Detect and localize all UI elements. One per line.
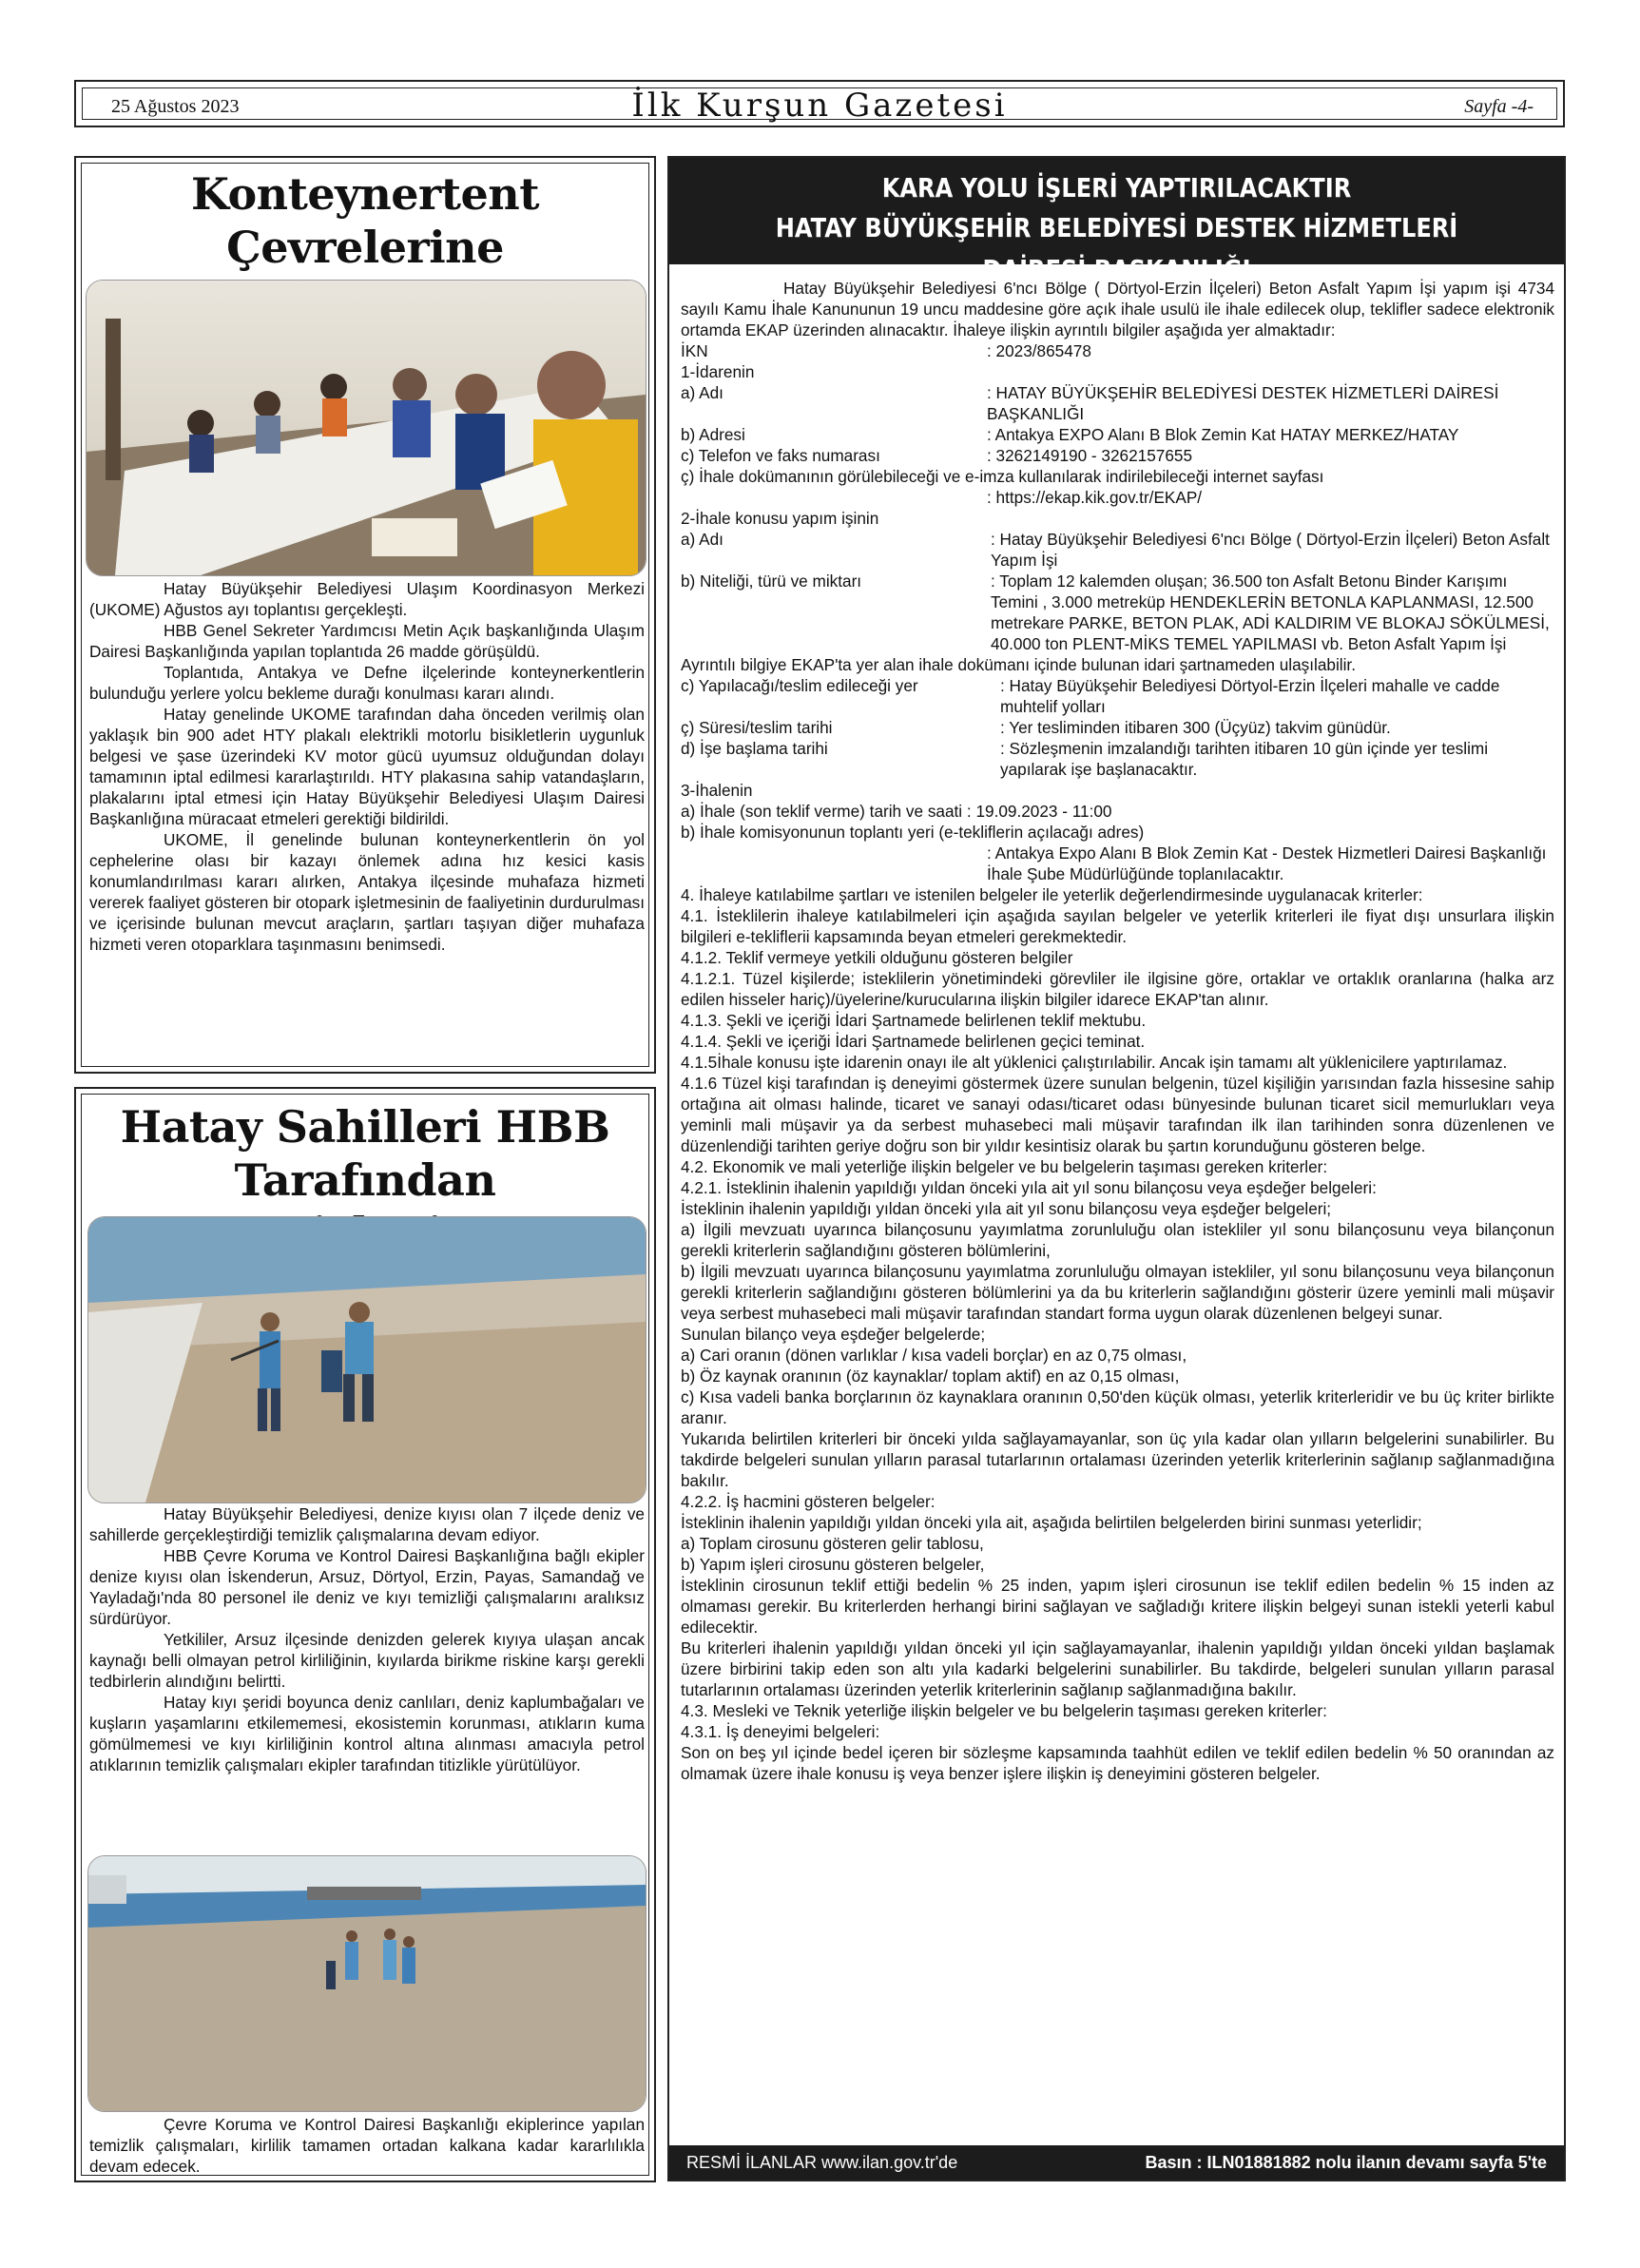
field-value: : 3262149190 - 3262157655: [987, 446, 1193, 465]
article-body: [89, 578, 645, 955]
field-label: İKN: [681, 341, 708, 360]
paragraph: HBB Genel Sekreter Yardımcısı Metin Açık başkanlığında Ulaşım Dairesi Başkanlığında yapılan toplantıda 26 madde görüşüldü.: [89, 621, 645, 661]
beach-cleaning-photo: [87, 1216, 646, 1503]
field-value: : Hatay Büyükşehir Belediyesi 6'ncı Bölge ( Dörtyol-Erzin İlçeleri) Beton Asfalt Yapım İşi: [991, 530, 1550, 570]
headline-line-1: Hatay Sahilleri HBB: [120, 1101, 610, 1153]
notice-requirements: [681, 884, 1554, 1784]
notice-footer: [669, 2145, 1564, 2180]
notice-title: KARA YOLU İŞLERİ YAPTIRILACAKTIR: [881, 172, 1352, 204]
field-value: : Antakya EXPO Alanı B Blok Zemin Kat HATAY MERKEZ/HATAY: [987, 425, 1459, 444]
field-value: : HATAY BÜYÜKŞEHİR BELEDİYESİ DESTEK HİZMETLERİ DAİRESİ BAŞKANLIĞI: [987, 383, 1499, 423]
notice-paragraph: 4.1.4. Şekli ve içeriği İdari Şartnamede belirlenen geçici teminat.: [681, 1032, 1146, 1051]
notice-body: [681, 278, 1554, 1784]
field-row: [681, 717, 1554, 738]
notice-paragraph: İsteklinin ihalenin yapıldığı yıldan önceki yıla ait, aşağıda belirtilen belgelerden birini sunması yeterlidir;: [681, 1513, 1422, 1532]
notice-paragraph: Bu kriterleri ihalenin yapıldığı yıldan önceki yıl için sağlayamayanlar, ihalenin yapıldığı yıldan önceki yıldan başlamak üzere birbirini takip eden son altı yıla kadarki belgelerini sunabilirler. Bu takdirde, belgeleri sunulan yılların parasal tutarlarının ortalaması üzerinden yeterlik kriterlerinin sağlanıp sağlanmadığına bakılır.: [681, 1638, 1554, 1699]
beach-workers-photo: [87, 1855, 646, 2112]
press-reference: Basın : ILN01881882 nolu ilanın devamı sayfa 5'te: [1145, 2153, 1547, 2172]
field-value: : Sözleşmenin imzalandığı tarihten itibaren 10 gün içinde yer teslimi yapılarak işe başlanacaktır.: [1000, 739, 1489, 779]
notice-paragraph: c) Kısa vadeli banka borçlarının öz kaynaklara oranının 0,50'den küçük olması, yeterlik kriterleridir ve bu üç kriter birlikte aranır.: [681, 1387, 1554, 1427]
paragraph: HBB Çevre Koruma ve Kontrol Dairesi Başkanlığına bağlı ekipler denize kıyısı olan İskenderun, Arsuz, Dörtyol, Erzin, Payas, Samandağ ve Yayladağı'nda 80 personel ile deniz ve kıyı temizliği çalışmalarını aralıksız sürdürüyor.: [89, 1546, 645, 1628]
field-row: [681, 424, 1554, 445]
field-label: a) Adı: [681, 383, 724, 402]
headline-line-2: Tarafından: [234, 1154, 496, 1206]
section-heading: 2-İhale konusu yapım işinin: [681, 509, 879, 528]
field-line: a) İhale (son teklif verme) tarih ve saati : 19.09.2023 - 11:00: [681, 802, 1112, 821]
notice-paragraph: b) İlgili mevzuatı uyarınca bilançosunu yayımlatma zorunluluğu olmayan istekliler, yıl sonu bilançosunu veya bilançonun gerekli kriterlerin sağlandığını gösteren bölümlerini ya da bu kriterlerin sağlandığını gösterir üzere yeminli mali müşavir veya serbest muhasebeci mali müşavir tarafından standart forma uygun olarak düzenlenen belgeyi sunar.: [681, 1262, 1554, 1323]
paragraph: Hatay Büyükşehir Belediyesi Ulaşım Koordinasyon Merkezi (UKOME) Ağustos ayı toplantısı gerçekleşti.: [89, 579, 645, 619]
field-row: [681, 571, 1554, 654]
headline-line-1: Konteynertent Çevrelerine: [191, 168, 539, 273]
notice-paragraph: 4.3. Mesleki ve Teknik yeterliğe ilişkin belgeler ve bu belgelerin taşıması gereken kriterler:: [681, 1701, 1327, 1720]
photo-caption: [89, 2114, 645, 2177]
notice-paragraph: İsteklinin ihalenin yapıldığı yıldan önceki yıla ait yıl sonu bilançosu veya eşdeğer belgeleri;: [681, 1199, 1332, 1218]
field-row: [681, 445, 1554, 466]
notice-paragraph: a) Cari oranın (dönen varlıklar / kısa vadeli borçlar) en az 0,75 olması,: [681, 1346, 1187, 1365]
notice-paragraph: 4.1.2.1. Tüzel kişilerde; isteklilerin yönetimindeki görevliler ile ilgisine göre, ortaklar ve ortaklık oranlarına (halka arz edilen hisseler hariç)/üyelerine/kurucularına ilişkin bilgiler idarece EKAP'tan alınır.: [681, 969, 1554, 1009]
notice-banner: [669, 158, 1564, 285]
paragraph: Toplantıda, Antakya ve Defne ilçelerinde konteynerkentlerin bulunduğu yerlere yolcu bekleme durağı konulması kararı alındı.: [89, 663, 645, 703]
field-label: a) Adı: [681, 530, 724, 549]
paragraph: Yetkililer, Arsuz ilçesinde denizden gelerek kıyıya ulaşan ancak kaynağı belli olmayan petrol kirliliğinin, kıyılarda birikme riskine karşı gerekli tedbirlerin alındığını belirtti.: [89, 1630, 645, 1691]
notice-paragraph: 4.2.1. İsteklinin ihalenin yapıldığı yıldan önceki yıla ait yıl sonu bilançosu veya eşdeğer belgeleri:: [681, 1178, 1377, 1197]
field-label: b) Adresi: [681, 425, 745, 444]
field-row: [681, 487, 1554, 508]
newspaper-title: İlk Kurşun Gazetesi: [631, 87, 1008, 125]
field-value: : 2023/865478: [987, 341, 1091, 360]
section-heading: 3-İhalenin: [681, 781, 753, 800]
notice-paragraph: 4.2. Ekonomik ve mali yeterliğe ilişkin belgeler ve bu belgelerin taşıması gereken kriterler:: [681, 1157, 1328, 1176]
notice-paragraph: Sunulan bilanço veya eşdeğer belgelerde;: [681, 1325, 986, 1344]
notice-authority: HATAY BÜYÜKŞEHİR BELEDİYESİ DESTEK HİZMETLERİ DAİRESİ BAŞKANLIĞI: [775, 212, 1458, 285]
notice-paragraph: a) Toplam cirosunu gösteren gelir tablosu,: [681, 1534, 984, 1553]
notice-paragraph: Yukarıda belirtilen kriterleri bir önceki yılda sağlayamayanlar, son üç yıla kadar olan yılların belgelerini sunabilirler. Bu takdirde belgeleri sunulan yılların parasal tutarlarının ortalaması üzerinden yeterlik kriterlerinin sağlanıp sağlanmadığına bakılır.: [681, 1429, 1554, 1490]
paragraph: Hatay kıyı şeridi boyunca deniz canlıları, deniz kaplumbağaları ve kuşların yaşamlarını etkilememesi, ekosistemin korunması, atıkların kuma gömülmemesi ve kıyı kirliliğinin kontrol altına alınması amacıyla petrol atıklarının temizlik çalışmaları ekipler tarafından titizlikle yürütülüyor.: [89, 1693, 645, 1774]
notice-intro: Hatay Büyükşehir Belediyesi 6'ncı Bölge ( Dörtyol-Erzin İlçeleri) Beton Asfalt Yapım İşi yapım işi 4734 sayılı Kamu İhale Kanununun 19 uncu maddesine göre açık ihale usulü ile ihale edilecek olup, teklifler sadece elektronik ortamda EKAP üzerinden alınacaktır. İhaleye ilişkin ayrıntılı bilgiler aşağıda yer almaktadır:: [681, 279, 1554, 339]
field-label: ç) Süresi/teslim tarihi: [681, 718, 833, 737]
field-row: [681, 675, 1554, 717]
meeting-photo: [86, 280, 646, 576]
article-bus-stop: [74, 156, 656, 1074]
field-value: : Hatay Büyükşehir Belediyesi Dörtyol-Erzin İlçeleri mahalle ve cadde muhtelif yolları: [1000, 676, 1500, 716]
field-row: [681, 529, 1554, 571]
official-ads-link[interactable]: RESMİ İLANLAR www.ilan.gov.tr'de: [686, 2153, 958, 2172]
issue-date: 25 Ağustos 2023: [111, 96, 240, 117]
paragraph: UKOME, İl genelinde bulunan konteynerkentlerin ön yol cephelerine olası bir kazayı önlemek adına hız kesici kasis konumlandırılması kararı alırken, Antakya ilçesinde muhafaza hizmeti vererek faaliyet gösteren bir otopark işletmesinin de faaliyetinin durdurulması ve içerisinde bulunan mevcut araçların, şartları taşıyan diğer muhafaza hizmeti veren otoparklara taşınmasını benimsedi.: [89, 830, 645, 954]
page-number: Sayfa -4-: [1464, 96, 1534, 117]
caption-text: Çevre Koruma ve Kontrol Dairesi Başkanlığı ekiplerince yapılan temizlik çalışmaları, kirlilik tamamen ortadan kalkana kadar kararlılıkla devam edecek.: [89, 2115, 645, 2176]
notice-paragraph: 4.1.6 Tüzel kişi tarafından iş deneyimi göstermek üzere sunulan belgenin, tüzel kişiliğin yarısından fazla hissesine sahip ortağına ait olması halinde, ticaret ve sanayi odası/ticaret odası bünyesinde bulunan ticaret sicil memurlukları veya yeminli mali müşavir ya da serbest muhasebeci mali müşavir tarafından ilk ilan tarihinden sonra düzenlenen ve düzenlendiği tarihten geriye doğru son bir yıldır kesintisiz olarak bu şartın korunduğunu gösteren belge.: [681, 1074, 1554, 1155]
notice-paragraph: b) Öz kaynak oranının (öz kaynaklar/ toplam aktif) en az 0,15 olması,: [681, 1367, 1180, 1386]
notice-paragraph: 4.2.2. İş hacmini gösteren belgeler:: [681, 1492, 936, 1511]
field-label: d) İşe başlama tarihi: [681, 739, 828, 758]
paragraph: Hatay Büyükşehir Belediyesi, denize kıyısı olan 7 ilçede deniz ve sahillerde gerçekleştirdiği temizlik çalışmalarına devam ediyor.: [89, 1504, 645, 1544]
field-value: : Antakya Expo Alanı B Blok Zemin Kat - Destek Hizmetleri Dairesi Başkanlığı İhale Şube Müdürlüğünde toplanılacaktır.: [987, 843, 1547, 883]
field-label: b) Niteliği, türü ve miktarı: [681, 572, 862, 591]
masthead: [74, 80, 1565, 127]
beach-workers-photo-image: [88, 1856, 646, 2111]
tender-notice: [667, 156, 1566, 2181]
field-row: [681, 843, 1554, 884]
notice-paragraph: 4.1.5İhale konusu işte idarenin onayı ile alt yüklenici çalıştırılabilir. Ancak işin tamamı alt yüklenicilere yaptırılamaz.: [681, 1053, 1508, 1072]
notice-paragraph: 4.1.2. Teklif vermeye yetkili olduğunu gösteren belgiler: [681, 948, 1073, 967]
notice-paragraph: 4. İhaleye katılabilme şartları ve istenilen belgeler ile yeterlik değerlendirmesinde uygulanacak kriterler:: [681, 885, 1423, 904]
field-row: [681, 382, 1554, 424]
masthead-inner-border: [82, 87, 1557, 125]
ekap-url: : https://ekap.kik.gov.tr/EKAP/: [987, 488, 1203, 507]
meeting-photo-image: [87, 281, 646, 575]
beach-cleaning-photo-image: [88, 1217, 646, 1502]
notice-paragraph: İsteklinin cirosunun teklif ettiği bedelin % 25 inden, yapım işleri cirosunun ise teklif edilen bedelin % 15 inden az olmaması gerekir. Bu kriterlerden herhangi birini sağlayan ve sağladığı kritere ilişkin belgeyi sunan istekli yeterli kabul edilecektir.: [681, 1576, 1554, 1637]
article-beach-cleaning: [74, 1087, 656, 2182]
field-label: c) Telefon ve faks numarası: [681, 446, 880, 465]
notice-paragraph: b) Yapım işleri cirosunu gösteren belgeler,: [681, 1555, 985, 1574]
notice-paragraph: a) İlgili mevzuatı uyarınca bilançosunu yayımlatma zorunluluğu olan istekliler yıl sonu bilançosunu veya bilançonun gerekli kriterlerin sağlandığını gösteren bölümlerini,: [681, 1220, 1554, 1260]
notice-paragraph: 4.1.3. Şekli ve içeriği İdari Şartnamede belirlenen teklif mektubu.: [681, 1011, 1147, 1030]
field-line: Ayrıntılı bilgiye EKAP'ta yer alan ihale dokümanı içinde bulunan idari şartnameden ulaşılabilir.: [681, 655, 1356, 674]
article-body: [89, 1503, 645, 1775]
paragraph: Hatay genelinde UKOME tarafından daha önceden verilmiş olan yaklaşık bin 900 adet HTY plakalı elektrikli motorlu bisikletlerin uygunluk belgesi ve şase üzerindeki KV motor gücü uyumsuz olduğundan dolayı tamamının iptal edilmesi kararlaştırıldı. HTY plakasına sahip vatandaşların, plakalarını iptal etmesi için Hatay Büyükşehir Belediyesi Ulaşım Dairesi Başkanlığına müracaat etmeleri gerektiği bildirildi.: [89, 705, 645, 828]
field-line: b) İhale komisyonunun toplantı yeri (e-tekliflerin açılacağı adres): [681, 823, 1145, 842]
notice-paragraph: Son on beş yıl içinde bedel içeren bir sözleşme kapsamında taahhüt edilen ve teklif edilen bedelin % 50 oranından az olmamak üzere ihale konusu iş veya benzer işlere ilişkin iş deneyimini gösteren belgeler.: [681, 1743, 1554, 1783]
notice-paragraph: 4.3.1. İş deneyimi belgeleri:: [681, 1722, 880, 1741]
field-value: : Yer tesliminden itibaren 300 (Üçyüz) takvim günüdür.: [1000, 718, 1391, 737]
field-line: ç) İhale dokümanının görülebileceği ve e-imza kullanılarak indirilebileceği internet sayfası: [681, 467, 1324, 486]
field-label: c) Yapılacağı/teslim edileceği yer: [681, 676, 918, 695]
field-value: : Toplam 12 kalemden oluşan; 36.500 ton Asfalt Betonu Binder Karışımı Temini , 3.000 metreküp HENDEKLERİN BETONLA KAPLANMASI, 12.500 metrekare PARKE, BETON PLAK, ADİ KALDIRIM VE BLOKAJ SÖKÜLMESİ, 40.000 ton PLENT-MİKS TEMEL YAPILMASI vb. Beton Asfalt Yapım İşi: [991, 572, 1550, 653]
section-heading: 1-İdarenin: [681, 362, 755, 381]
field-row: [681, 340, 1554, 361]
field-row: [681, 738, 1554, 780]
notice-paragraph: 4.1. İsteklilerin ihaleye katılabilmeleri için aşağıda sayılan belgeler ve yeterlik kriterleri ile fiyat dışı unsurlara ilişkin bilgileri e-tekliflerii kapsamında beyan etmeleri gerekmektedir.: [681, 906, 1554, 946]
